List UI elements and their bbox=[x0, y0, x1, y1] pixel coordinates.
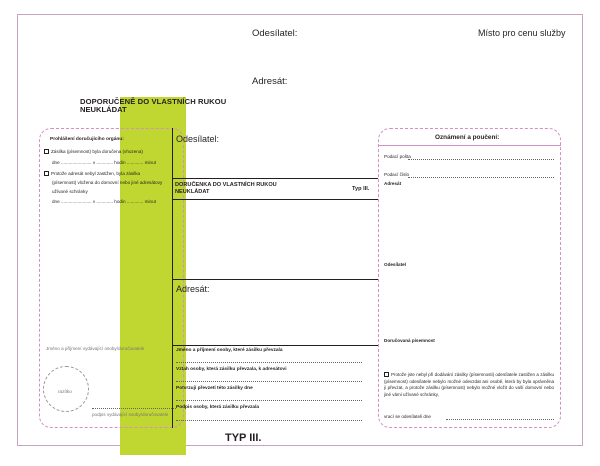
issuer-name-label: Jméno a příjmení vydávající osoby/doručovatele bbox=[46, 346, 145, 351]
middle-sender-label: Odesílatel: bbox=[176, 134, 220, 144]
receipt-title: DORUČENKA DO VLASTNÍCH RUKOU bbox=[175, 182, 277, 188]
top-addressee-label: Adresát: bbox=[252, 76, 288, 87]
post-office-label: Podací pošta bbox=[384, 154, 411, 159]
delivered-date: dne ........................ v ............. hodin ............. minut bbox=[52, 160, 156, 165]
delivery-declaration-title: Prohlášení doručujícího orgánu: bbox=[50, 137, 124, 142]
receipt-bottom-line bbox=[172, 199, 378, 200]
not-found-date: dne ........................ v ............. hodin ............. minut bbox=[52, 199, 156, 204]
return-label: vrací se odesílateli dne bbox=[384, 414, 431, 419]
post-office-line bbox=[408, 159, 554, 160]
right-sender-label: Odesílatel bbox=[384, 262, 406, 267]
middle-addressee-label: Adresát: bbox=[176, 284, 210, 294]
stamp-label: razítko bbox=[58, 389, 72, 394]
right-addressee-label: Adresát bbox=[384, 181, 402, 186]
not-found-line2: (písemnost) vložena do domovní nebo jiné adresátovy bbox=[52, 180, 163, 185]
middle-left-border bbox=[172, 128, 173, 428]
recipient-relation-line bbox=[176, 381, 362, 382]
postage-label: Místo pro cenu služby bbox=[478, 28, 566, 38]
notice-title-line bbox=[378, 145, 561, 146]
issuer-signature-label: podpis vydávající osoby/doručovatele bbox=[92, 412, 169, 417]
receipt-subtitle: NEUKLÁDAT bbox=[175, 189, 210, 195]
signature-line bbox=[92, 408, 176, 409]
registered-subtitle: NEUKLÁDAT bbox=[80, 105, 127, 114]
receipt-date-label: Potvrzují převzetí této zásilky dne bbox=[176, 386, 253, 391]
fields-top-line bbox=[172, 345, 378, 346]
notice-checkbox[interactable] bbox=[384, 372, 389, 377]
notice-text: Protože jste nebyl při dodávání zásilky (písemnosti) odesílatele zastižen a zásilku (písemnost) odesílatele nebylo možné odevzdat ani osobě, která by byla oprávněna ji převzat, a protože zásilku (písemnost) nebylo možné vložit do vaší domovní nebo jiné vámi užívané schránky, bbox=[384, 372, 554, 397]
not-found-line3: užívané schránky bbox=[52, 189, 88, 194]
recipient-signature-line bbox=[176, 420, 362, 421]
post-number-line bbox=[408, 177, 554, 178]
receipt-top-line bbox=[172, 178, 378, 179]
delivered-checkbox[interactable] bbox=[44, 149, 49, 154]
return-date-line bbox=[446, 419, 554, 420]
recipient-name-label: Jméno a příjmení osoby, které zásilku převzala bbox=[176, 348, 283, 353]
notice-paragraph bbox=[384, 372, 554, 398]
top-sender-label: Odesílatel: bbox=[252, 28, 298, 39]
receipt-date-line bbox=[176, 400, 362, 401]
recipient-name-line bbox=[176, 362, 362, 363]
receipt-type: Typ III. bbox=[352, 186, 370, 192]
notice-title: Oznámení a poučení: bbox=[435, 134, 500, 141]
recipient-signature-label: Podpis osoby, která zásilku převzala bbox=[176, 405, 260, 410]
not-found-checkbox[interactable] bbox=[44, 171, 49, 176]
addressee-top-line bbox=[172, 279, 378, 280]
registered-title: DOPORUČENĚ DO VLASTNÍCH RUKOU bbox=[80, 97, 227, 106]
not-found-text: Protože adresát nebyl zastižen, byla zásilka bbox=[51, 171, 141, 176]
document-label: Doručovaná písemnost bbox=[384, 338, 435, 343]
footer-type-label: TYP III. bbox=[225, 432, 262, 444]
delivered-option bbox=[44, 149, 176, 155]
delivered-text: Zásilka (písemnost) byla doručena (vhozena) bbox=[51, 149, 143, 154]
not-found-option bbox=[44, 171, 178, 177]
recipient-relation-label: Vztah osoby, která zásilku převzala, k adresátovi bbox=[176, 367, 287, 372]
post-number-label: Podací číslo bbox=[384, 172, 410, 177]
